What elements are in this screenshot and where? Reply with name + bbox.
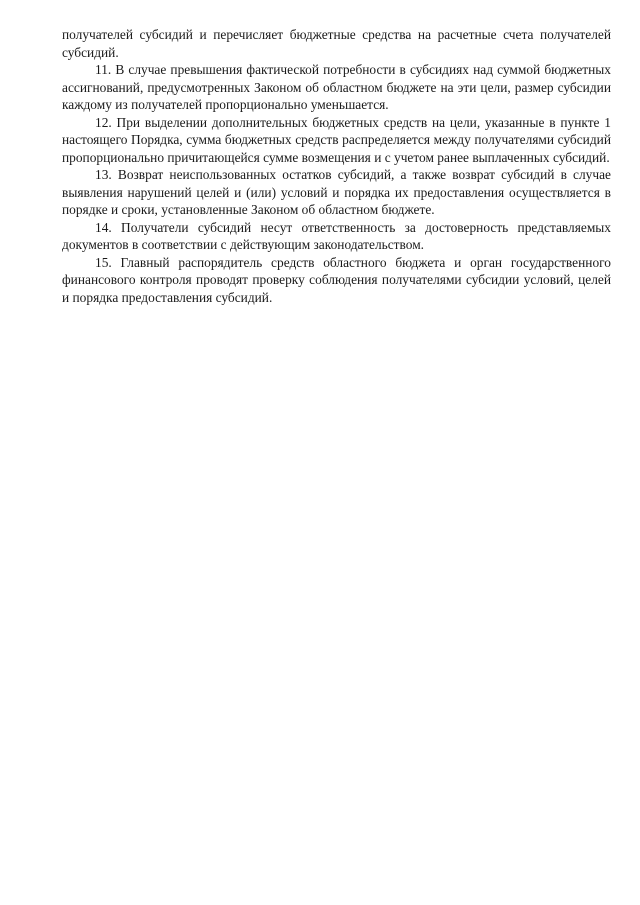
paragraph-14: 14. Получатели субсидий несут ответственность за достоверность представляемых документов в соответствии с действующим законодательством. — [62, 219, 611, 252]
paragraph-13: 13. Возврат неиспользованных остатков субсидий, а также возврат субсидий в случае выявления нарушений целей и (или) условий и порядка их предоставления осуществляется в порядке и сроки, установленные Законом об областном бюджете. — [62, 167, 611, 217]
paragraph-11: 11. В случае превышения фактической потребности в субсидиях над суммой бюджетных ассигнований, предусмотренных Законом об областном бюджете на эти цели, размер субсидии каждому из получателей пропорционально уменьшается. — [62, 62, 611, 112]
document-page — [62, 26, 611, 306]
paragraph-15: 15. Главный распорядитель средств областного бюджета и орган государственного финансового контроля проводят проверку соблюдения получателями субсидии условий, целей и порядка предоставления субсидий. — [62, 254, 611, 305]
paragraph-12: 12. При выделении дополнительных бюджетных средств на цели, указанные в пункте 1 настоящего Порядка, сумма бюджетных средств распределяется между получателями субсидий пропорционально причитающейся сумме возмещения и с учетом ранее выплаченных субсидий. — [62, 114, 611, 165]
paragraph-continuation: получателей субсидий и перечисляет бюджетные средства на расчетные счета получателей субсидий. — [62, 27, 611, 60]
